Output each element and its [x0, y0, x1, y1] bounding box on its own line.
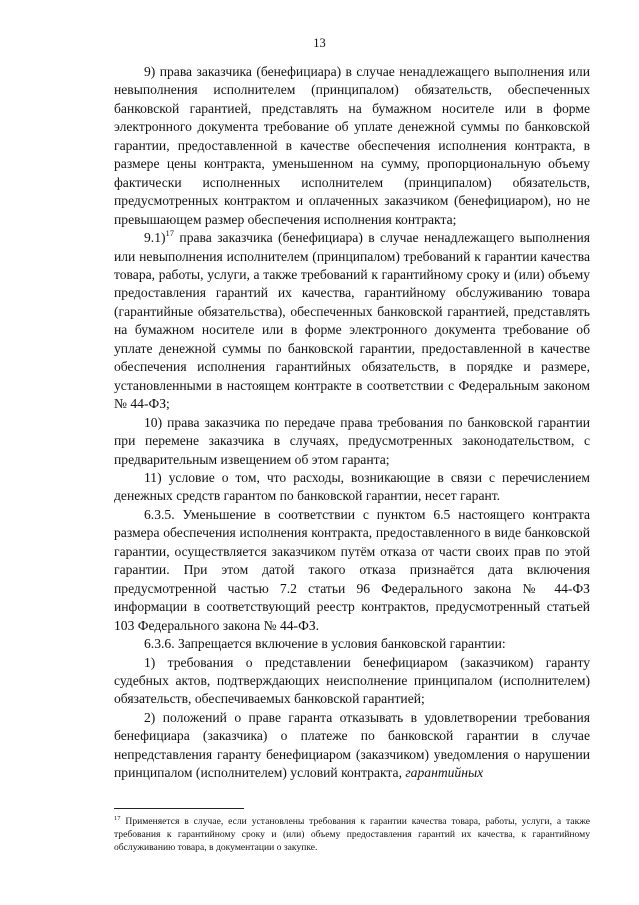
- paragraph-text: 2) положений о праве гаранта отказывать в удовлетворении требования бенефициара (заказчика) о платеже по банковской гарантии в случае непредставления гаранту бенефициаром (заказчиком) уведомления о нарушении принципалом (исполнителем) условий контракта,: [114, 709, 590, 781]
- footnote-text: Применяется в случае, если установлены требования к гарантии качества товара, работы, услуги, а также требования к гарантийному сроку и (или) объему предоставления гарантий их качества, к гарантийному обслуживанию товара, в документации о закупке.: [114, 816, 590, 854]
- paragraph-item-10: [114, 414, 590, 469]
- paragraph-prohibition-2: [114, 709, 590, 783]
- body-text: [114, 63, 590, 783]
- page-number: 13: [313, 36, 326, 50]
- footnote-marker: 17: [114, 815, 121, 822]
- paragraph-text: права заказчика (бенефициара) в случае ненадлежащего выполнения или невыполнения исполнителем (принципалом) требований к гарантии качества товара, работы, услуги, а также требований к гарантийному сроку и (или) объему предоставления гарантий их качества, гарантийному обслуживанию товара (гарантийные обязательства), обеспеченных банковской гарантией, представлять на бумажном носителе или в форме электронного документа требование об уплате денежной суммы по банковской гарантии, предоставленной в качестве обеспечения исполнения гарантийных обязательств, в порядке и размере, установленными в настоящем контракте в соответствии с Федеральным законом № 44-ФЗ;: [114, 230, 590, 412]
- footnote-reference[interactable]: 17: [165, 228, 175, 239]
- paragraph-text: 11) условие о том, что расходы, возникающие в связи с перечислением денежных средств гарантом по банковской гарантии, несет гарант.: [114, 469, 590, 504]
- paragraph-item-9: [114, 63, 590, 229]
- footnote-separator: [114, 808, 244, 809]
- italic-continuation: гарантийных: [405, 765, 484, 781]
- item-number: 9.1): [144, 230, 166, 246]
- paragraph-text: 1) требования о представлении бенефициаром (заказчиком) гаранту судебных актов, подтверждающих неисполнение принципалом (исполнителем) обязательств, обеспечиваемых банковской гарантией;: [114, 654, 590, 707]
- paragraph-item-9-1: [114, 229, 590, 414]
- paragraph-text: 10) права заказчика по передаче права требования по банковской гарантии при перемене заказчика в случаях, предусмотренных законодательством, с предварительным извещением об этом гаранта;: [114, 414, 590, 467]
- paragraph-text: 6.3.5. Уменьшение в соответствии с пунктом 6.5 настоящего контракта размера обеспечения исполнения контракта, предоставленного в виде банковской гарантии, осуществляется заказчиком путём отказа от части своих прав по этой гарантии. При этом датой такого отказа признаётся дата включения предусмотренной частью 7.2 статьи 96 Федерального закона № 44-ФЗ информации в соответствующий реестр контрактов, предусмотренный статьей 103 Федерального закона № 44-ФЗ.: [114, 506, 590, 633]
- paragraph-text: 6.3.6. Запрещается включение в условия банковской гарантии:: [144, 636, 506, 652]
- paragraph-text: 9) права заказчика (бенефициара) в случае ненадлежащего выполнения или невыполнения исполнителем (принципалом) обязательств, обеспеченных банковской гарантией, представлять на бумажном носителе или в форме электронного документа требование об уплате денежной суммы по банковской гарантии, предоставленной в качестве обеспечения исполнения контракта, в размере цены контракта, уменьшенном на сумму, пропорциональную объему фактически исполненных исполнителем (принципалом) обязательств, предусмотренных контрактом и оплаченных заказчиком (бенефициаром), но не превышающем размер обеспечения исполнения контракта;: [114, 64, 590, 227]
- paragraph-clause-6-3-6: [114, 635, 590, 653]
- paragraph-item-11: [114, 469, 590, 506]
- paragraph-clause-6-3-5: [114, 506, 590, 635]
- footnote: [114, 815, 590, 855]
- paragraph-prohibition-1: [114, 654, 590, 709]
